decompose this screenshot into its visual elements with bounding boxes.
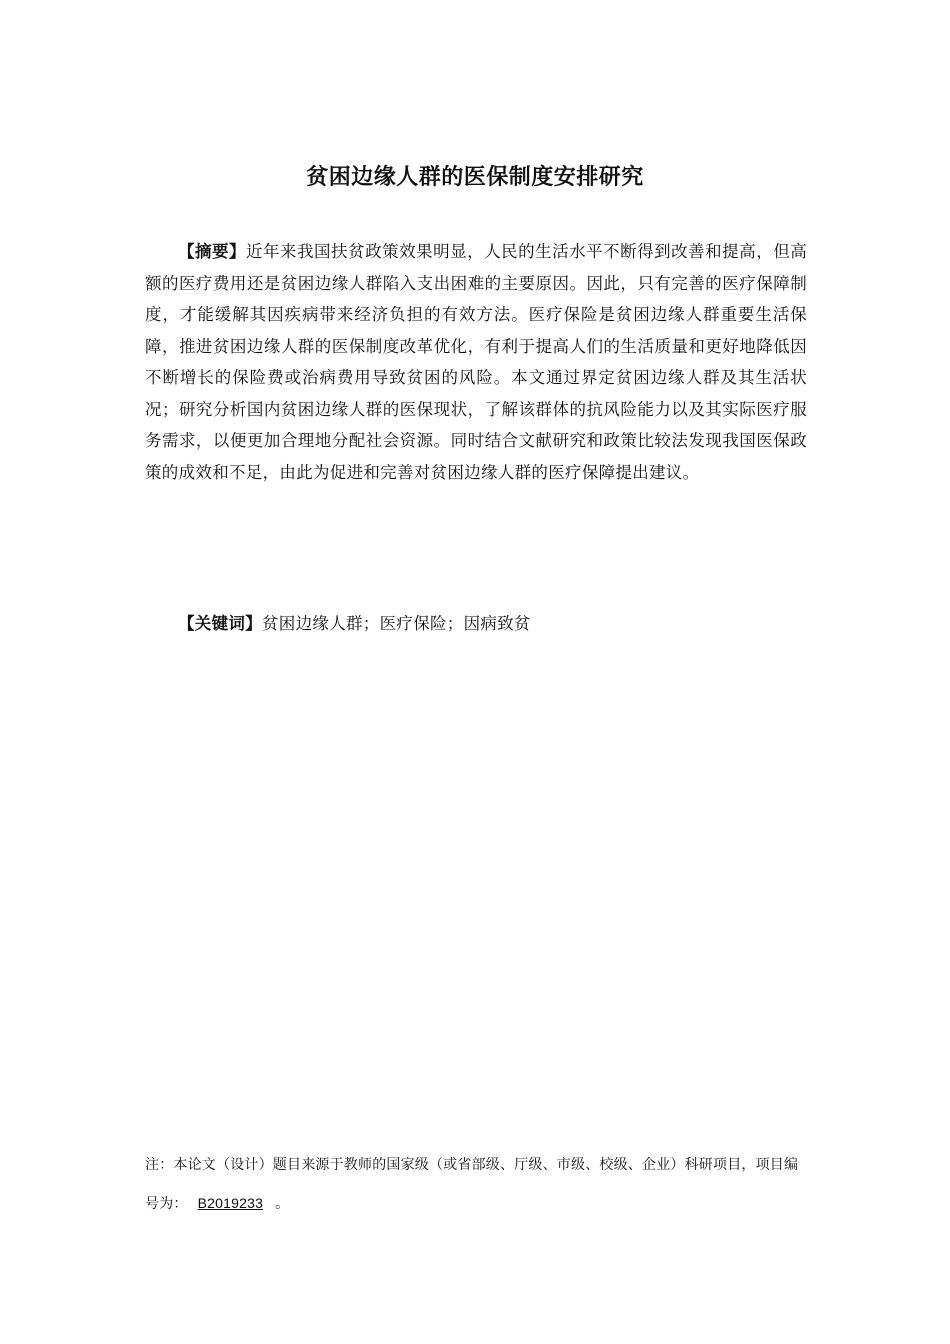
- footnote-text: 注：本论文（设计）题目来源于教师的国家级（或省部级、厅级、市级、校级、企业）科研项目，项目编号为：: [145, 1157, 799, 1212]
- paper-title: 贫困边缘人群的医保制度安排研究: [306, 165, 644, 190]
- project-number: B2019233: [197, 1195, 264, 1211]
- keywords-paragraph: [145, 608, 807, 640]
- abstract-text: 近年来我国扶贫政策效果明显，人民的生活水平不断得到改善和提高，但高额的医疗费用还是贫困边缘人群陷入支出困难的主要原因。因此，只有完善的医疗保障制度，才能缓解其因疾病带来经济负担的有效方法。医疗保险是贫困边缘人群重要生活保障，推进贫困边缘人群的医保制度改革优化，有利于提高人们的生活质量和更好地降低因不断增长的保险费或治病费用导致贫困的风险。本文通过界定贫困边缘人群及其生活状况；研究分析国内贫困边缘人群的医保现状，了解该群体的抗风险能力以及其实际医疗服务需求，以便更加合理地分配社会资源。同时结合文献研究和政策比较法发现我国医保政策的成效和不足，由此为促进和完善对贫困边缘人群的医疗保障提出建议。: [145, 242, 808, 482]
- keywords-label: 【关键词】: [178, 614, 262, 633]
- keywords-text: 贫困边缘人群；医疗保险；因病致贫: [262, 614, 531, 633]
- abstract-label: 【摘要】: [178, 242, 247, 261]
- footnote-end: 。: [275, 1196, 290, 1212]
- abstract-paragraph: [145, 236, 807, 488]
- footnote: [145, 1146, 807, 1223]
